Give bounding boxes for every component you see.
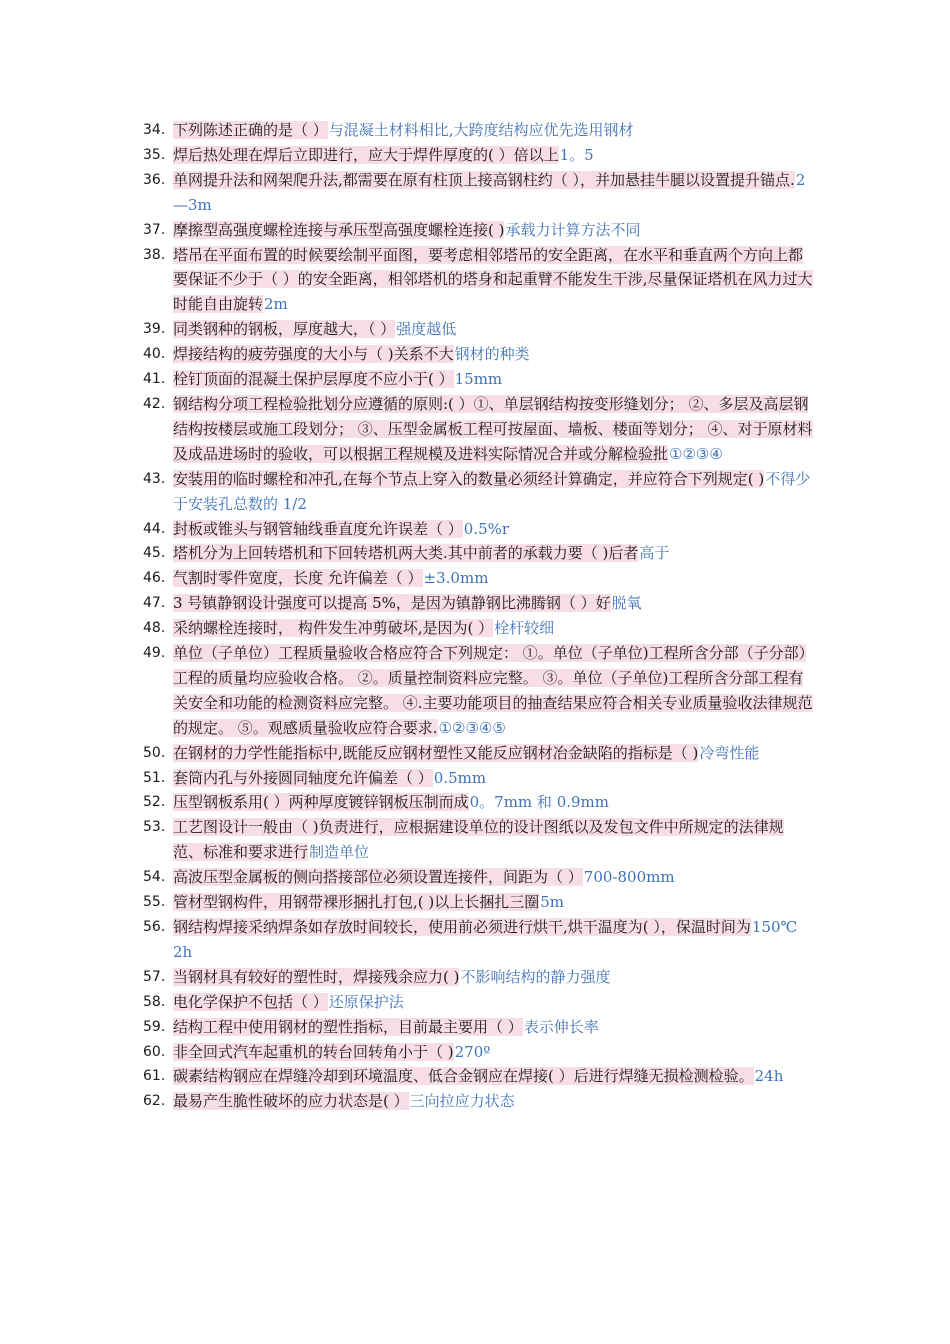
list-item: [0, 143, 813, 168]
answer-text: 0.5%r: [463, 519, 510, 538]
question-text: 单网提升法和网架爬升法,都需要在原有柱顶上接高钢柱约（ ），并加悬挂牛腿以设置提升锚点.: [173, 170, 795, 189]
question-number: 46.: [143, 570, 166, 587]
list-item: [0, 1064, 813, 1089]
list-item: [0, 467, 813, 517]
answer-text: 钢材的种类: [454, 345, 530, 364]
answer-text: 5m: [540, 893, 565, 912]
question-number: 45.: [143, 545, 166, 562]
question-number: 52.: [143, 794, 166, 811]
answer-text: 1。5: [559, 145, 594, 164]
list-item: [0, 741, 813, 766]
answer-text: 冷弯性能: [699, 743, 760, 762]
question-text: 碳素结构钢应在焊缝冷却到环境温度、低合金钢应在焊接( ）后进行焊缝无损检测检验。: [173, 1067, 754, 1086]
question-text: 封板或锥头与钢管轴线垂直度允许误差（ ）: [173, 519, 463, 538]
question-number: 57.: [143, 968, 166, 985]
answer-text: 制造单位: [309, 843, 370, 862]
question-number: 58.: [143, 993, 166, 1010]
list-item: [0, 243, 813, 318]
list-item: [0, 566, 813, 591]
list-item: [0, 815, 813, 865]
question-number: 60.: [143, 1043, 166, 1060]
question-text: 塔吊在平面布置的时候要绘制平面图，要考虑相邻塔吊的安全距离，在水平和垂直两个方向上都要保证不少于（ ）的安全距离，相邻塔机的塔身和起重臂不能发生干涉,尽量保证塔机在风力过大时能自由旋转: [173, 245, 813, 314]
question-number: 56.: [143, 919, 166, 935]
question-text: 非全回式汽车起重机的转台回转角小于（ ): [173, 1042, 454, 1061]
question-text: 当钢材具有较好的塑性时，焊接残余应力( ): [173, 967, 460, 986]
question-text: 在钢材的力学性能指标中,既能反应钢材塑性又能反应钢材冶金缺陷的指标是（ ): [173, 743, 699, 762]
list-item: [0, 168, 813, 218]
question-number: 40.: [143, 346, 166, 363]
answer-text: 与混凝土材料相比,大跨度结构应优先选用钢材: [328, 121, 634, 139]
question-number: 53.: [143, 819, 166, 836]
question-text: 工艺图设计一般由（ )负责进行，应根据建设单位的设计图纸以及发包文件中所规定的法律规范、标准和要求进行: [173, 818, 784, 862]
list-item: [0, 218, 813, 243]
question-number: 51.: [143, 769, 166, 786]
answer-text: 脱氧: [611, 594, 642, 613]
question-number: 35.: [143, 146, 166, 163]
question-number: 39.: [143, 321, 166, 338]
answer-text: 不得少于安装孔总数的 1/2: [173, 469, 811, 513]
list-item: [0, 890, 813, 915]
question-number: 48.: [143, 620, 166, 637]
question-number: 41.: [143, 371, 166, 388]
question-text: 管材型钢构件，用钢带裸形捆扎打包,( )以上长捆扎三圈: [173, 893, 540, 912]
list-item: [0, 392, 813, 467]
list-item: [0, 541, 813, 566]
question-text: 焊后热处理在焊后立即进行，应大于焊件厚度的( ）倍以上: [173, 145, 559, 164]
question-number: 50.: [143, 744, 166, 761]
list-item: [0, 342, 813, 367]
answer-text: 承载力计算方法不同: [505, 220, 641, 239]
answer-text: 15mm: [454, 370, 503, 389]
question-text: 结构工程中使用钢材的塑性指标，目前最主要用（ ）: [173, 1017, 523, 1036]
question-text: 下列陈述正确的是（ ）: [173, 121, 328, 139]
answer-text: 三向拉应力状态: [409, 1092, 515, 1111]
question-text: 电化学保护不包括（ ）: [173, 992, 328, 1011]
list-item: [0, 915, 813, 965]
question-text: 高波压型金属板的侧向搭接部位必须设置连接件，间距为（ ）: [173, 868, 583, 887]
list-item: [0, 1040, 813, 1065]
answer-text: 表示伸长率: [523, 1017, 599, 1036]
question-number: 44.: [143, 520, 166, 537]
list-item: [0, 517, 813, 542]
list-item: [0, 591, 813, 616]
answer-text: 700-800mm: [583, 868, 675, 887]
question-number: 43.: [143, 470, 166, 487]
question-list: [0, 118, 950, 1114]
answer-text: 还原保护法: [328, 992, 404, 1011]
question-text: 压型钢板系用( ）两种厚度镀锌钢板压制而成: [173, 793, 469, 812]
question-text: 摩擦型高强度螺栓连接与承压型高强度螺栓连接( ): [173, 220, 505, 239]
list-item: [0, 641, 813, 741]
question-text: 塔机分为上回转塔机和下回转塔机两大类.其中前者的承载力要（ )后者: [173, 544, 639, 563]
list-item: [0, 1015, 813, 1040]
list-item: [0, 317, 813, 342]
list-item: [0, 865, 813, 890]
answer-text: 栓杆较细: [494, 619, 555, 638]
answer-text: ±3.0mm: [423, 569, 489, 588]
question-text: 单位（子单位）工程质量验收合格应符合下列规定： ①。单位（子单位)工程所含分部（子分部）工程的质量均应验收合格。 ②。质量控制资料应完整。 ③。单位（子单位)工程所含分部工程有关安全和功能的检测资料应完整。 ④.主要功能项目的抽查结果应符合相关专业质量验收法律规范的规定。 ⑤。观感质量验收应符合要求.: [173, 644, 813, 737]
question-text: 焊接结构的疲劳强度的大小与（ )关系不大: [173, 345, 454, 364]
list-item: [0, 965, 813, 990]
list-item: [0, 790, 813, 815]
answer-text: ①②③④⑤: [438, 718, 506, 737]
question-text: 最易产生脆性破坏的应力状态是( ）: [173, 1092, 409, 1111]
question-number: 55.: [143, 894, 166, 911]
question-text: 同类钢种的钢板，厚度越大，（ ）: [173, 320, 396, 339]
answer-text: 2—3m: [173, 170, 806, 214]
answer-text: 0。7mm 和 0.9mm: [469, 793, 609, 812]
answer-text: 高于: [639, 544, 670, 563]
list-item: [0, 1089, 813, 1114]
answer-text: 强度越低: [396, 320, 457, 339]
list-item: [0, 118, 813, 143]
question-text: 气割时零件宽度，长度 允许偏差（ ）: [173, 569, 423, 588]
answer-text: 0.5mm: [433, 768, 487, 787]
question-number: 54.: [143, 869, 166, 886]
answer-text: 150℃ 2h: [173, 918, 798, 961]
answer-text: 24h: [754, 1067, 784, 1086]
list-item: [0, 766, 813, 791]
question-text: 套筒内孔与外接圆同轴度允许偏差（ ）: [173, 768, 433, 787]
list-item: [0, 367, 813, 392]
question-text: 栓钉顶面的混凝土保护层厚度不应小于( ）: [173, 370, 454, 389]
question-number: 38.: [143, 246, 166, 263]
question-number: 59.: [143, 1018, 166, 1035]
question-number: 49.: [143, 645, 166, 662]
list-item: [0, 990, 813, 1015]
answer-text: 2m: [264, 295, 288, 314]
question-text: 钢结构分项工程检验批划分应遵循的原则:( ）①、单层钢结构按变形缝划分； ②、多层及高层钢结构按楼层或施工段划分； ③、压型金属板工程可按屋面、墙板、楼面等划分； ④、对于原材料及成品进场时的验收，可以根据工程规模及进料实际情况合并或分解检验批: [173, 394, 813, 463]
question-text: 钢结构焊接采纳焊条如存放时间较长，使用前必须进行烘干,烘干温度为( ），保温时间为: [173, 918, 751, 936]
question-text: 3 号镇静钢设计强度可以提高 5%，是因为镇静钢比沸腾钢（ ）好: [173, 594, 611, 613]
question-number: 62.: [143, 1093, 166, 1110]
answer-text: 270º: [454, 1042, 491, 1061]
question-number: 37.: [143, 221, 166, 238]
answer-text: 不影响结构的静力强度: [460, 967, 611, 986]
question-number: 36.: [143, 171, 166, 188]
question-number: 61.: [143, 1068, 166, 1085]
question-number: 47.: [143, 595, 166, 612]
question-text: 采纳螺栓连接时， 构件发生冲剪破坏,是因为( ）: [173, 619, 494, 638]
list-item: [0, 616, 813, 641]
question-text: 安装用的临时螺栓和冲孔,在每个节点上穿入的数量必须经计算确定，并应符合下列规定( ): [173, 469, 765, 488]
question-number: 34.: [143, 122, 166, 138]
answer-text: ①②③④: [669, 444, 723, 463]
question-number: 42.: [143, 395, 166, 412]
